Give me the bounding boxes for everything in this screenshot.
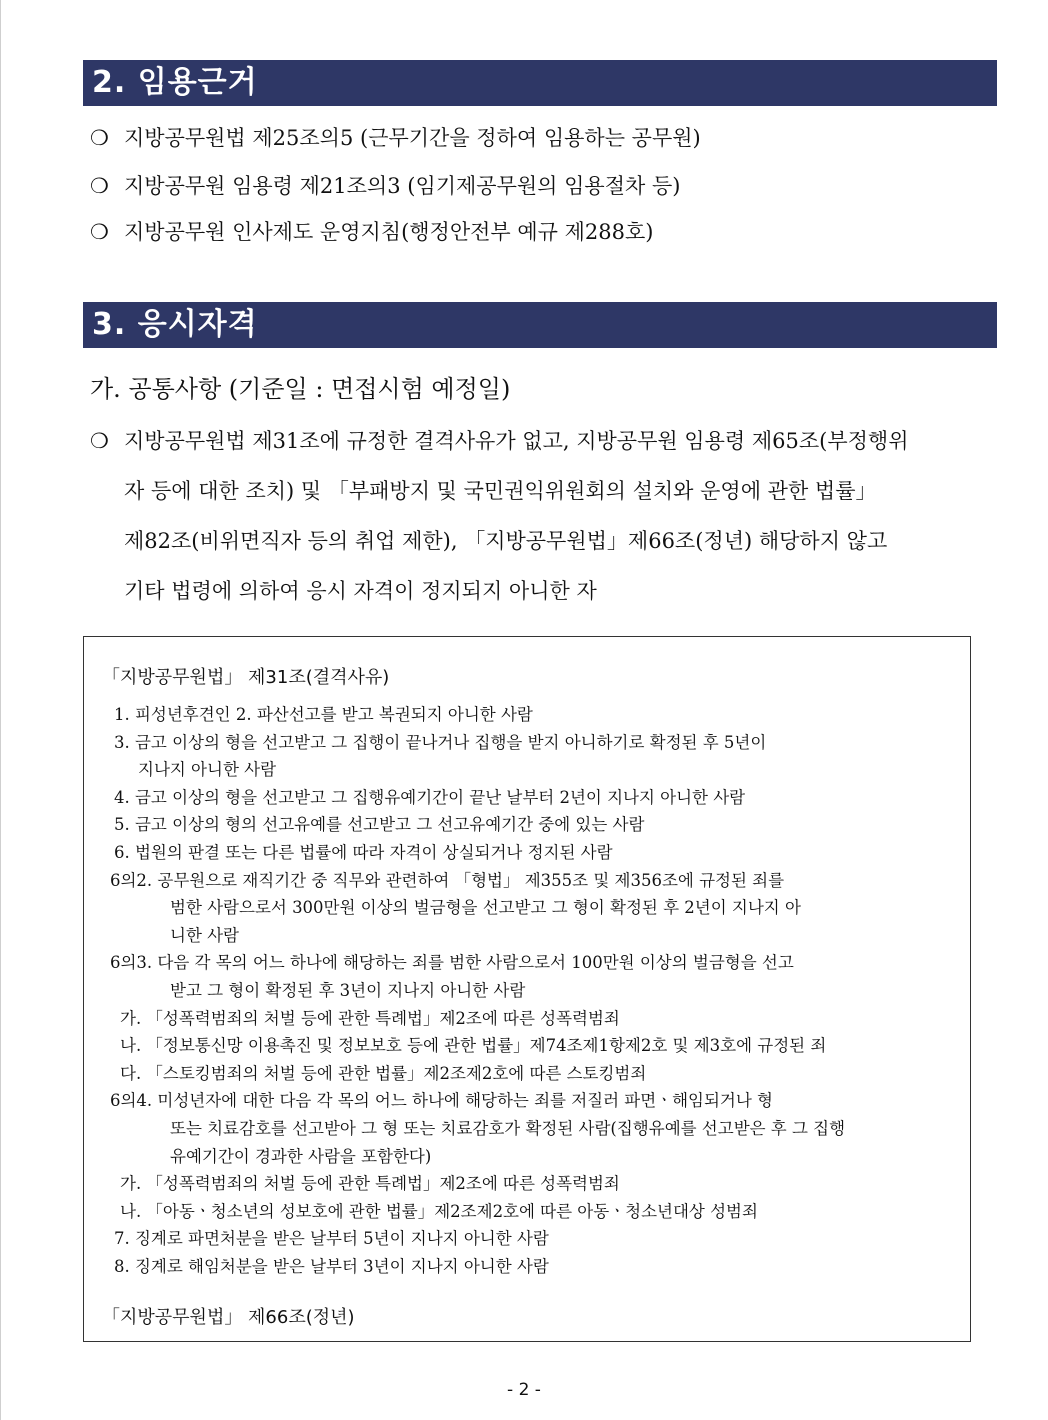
- list-item-text: 4. 금고 이상의 형을 선고받고 그 집행유예기간이 끝난 날부터 2년이 지나지 아니한 사람: [114, 787, 746, 807]
- list-item: [84, 1005, 972, 1033]
- list-item: [84, 977, 972, 1005]
- subheading-common: 가. 공통사항 (기준일 : 면접시험 예정일): [90, 375, 511, 403]
- circle-bullet-icon: ❍: [90, 126, 109, 150]
- list-item-text: 1. 피성년후견인 2. 파산선고를 받고 복권되지 아니한 사람: [114, 705, 533, 724]
- list-item-text: 또는 치료감호를 선고받아 그 형 또는 치료감호가 확정된 사람(집행유예를 선고받은 후 그 집행: [170, 1118, 846, 1138]
- list-item: [84, 729, 972, 757]
- list-item: [84, 922, 972, 950]
- list-item-text: 지방공무원법 제25조의5 (근무기간을 정하여 임용하는 공무원): [124, 126, 701, 150]
- list-item-text: 8. 징계로 해임처분을 받은 날부터 3년이 지나지 아니한 사람: [114, 1256, 549, 1276]
- list-item: [84, 811, 972, 839]
- list-item: [84, 894, 972, 922]
- box-title-2: 「지방공무원법」 제66조(정년): [102, 1307, 355, 1328]
- list-item-text: 6의3. 다음 각 목의 어느 하나에 해당하는 죄를 범한 사람으로서 100만원 이상의 벌금형을 선고: [110, 953, 794, 973]
- list-item-text: 6의4. 미성년자에 대한 다음 각 목의 어느 하나에 해당하는 죄를 저질러 파면ㆍ해임되거나 형: [110, 1091, 773, 1111]
- list-item-text: 나. 「아동ㆍ청소년의 성보호에 관한 법률」제2조제2호에 따른 아동ㆍ청소년대상 성범죄: [120, 1201, 758, 1221]
- list-item-text: 가. 「성폭력범죄의 처벌 등에 관한 특례법」제2조에 따른 성폭력범죄: [120, 1174, 620, 1194]
- list-item: [84, 1032, 972, 1060]
- paragraph-line: 기타 법령에 의하여 응시 자격이 정지되지 아니한 자: [124, 579, 597, 603]
- list-item: [90, 172, 680, 200]
- list-item: [84, 1115, 972, 1143]
- list-item-text: 유예기간이 경과한 사람을 포함한다): [170, 1146, 432, 1166]
- section-2-heading: 2. 임용근거: [83, 60, 997, 106]
- list-item-text: 니한 사람: [170, 925, 240, 945]
- paragraph-line-text: 지방공무원법 제31조에 규정한 결격사유가 없고, 지방공무원 임용령 제65조(부정행위: [124, 429, 909, 453]
- list-item-text: 지방공무원 인사제도 운영지침(행정안전부 예규 제288호): [124, 220, 654, 244]
- list-item-text: 범한 사람으로서 300만원 이상의 벌금형을 선고받고 그 형이 확정된 후 2년이 지나지 아: [170, 898, 801, 918]
- disqualification-list: [84, 701, 972, 1280]
- list-item: [84, 839, 972, 867]
- eligibility-paragraph: [90, 424, 1006, 624]
- disqualification-box: [83, 636, 971, 1342]
- page-number: - 2 -: [507, 1380, 541, 1400]
- list-item-text: 나. 「정보통신망 이용촉진 및 정보보호 등에 관한 법률」제74조제1항제2호 및 제3호에 규정된 죄: [120, 1036, 827, 1056]
- list-item-text: 6. 법원의 판결 또는 다른 법률에 따라 자격이 상실되거나 정지된 사람: [114, 842, 613, 862]
- list-item: [84, 701, 972, 729]
- list-item-text: 지나지 아니한 사람: [138, 760, 277, 780]
- list-item: [90, 218, 653, 246]
- page-edge: [0, 0, 1, 1420]
- paragraph-line: 제82조(비위면직자 등의 취업 제한), 「지방공무원법」제66조(정년) 해당하지 않고: [124, 529, 888, 553]
- list-item: [84, 1060, 972, 1088]
- list-item-text: 가. 「성폭력범죄의 처벌 등에 관한 특례법」제2조에 따른 성폭력범죄: [120, 1008, 620, 1028]
- circle-bullet-icon: ❍: [90, 220, 109, 244]
- list-item: [84, 1225, 972, 1253]
- list-item: [90, 124, 701, 152]
- list-item: [84, 1198, 972, 1226]
- list-item-text: 다. 「스토킹범죄의 처벌 등에 관한 법률」제2조제2호에 따른 스토킹범죄: [120, 1063, 647, 1083]
- list-item-text: 3. 금고 이상의 형을 선고받고 그 집행이 끝나거나 집행을 받지 아니하기로 확정된 후 5년이: [114, 732, 767, 752]
- box-title: 「지방공무원법」 제31조(결격사유): [102, 667, 390, 688]
- list-item: [84, 1087, 972, 1115]
- list-item-text: 지방공무원 임용령 제21조의3 (임기제공무원의 임용절차 등): [124, 174, 681, 198]
- list-item-text: 7. 징계로 파면처분을 받은 날부터 5년이 지나지 아니한 사람: [114, 1229, 549, 1249]
- list-item: [84, 1170, 972, 1198]
- list-item: [84, 784, 972, 812]
- list-item-text: 5. 금고 이상의 형의 선고유예를 선고받고 그 선고유예기간 중에 있는 사람: [114, 815, 645, 835]
- list-item-text: 받고 그 형이 확정된 후 3년이 지나지 아니한 사람: [170, 980, 526, 1000]
- list-item: [84, 1253, 972, 1281]
- list-item: [84, 1143, 972, 1171]
- circle-bullet-icon: ❍: [90, 429, 109, 453]
- paragraph-line: [90, 424, 1006, 474]
- list-item: [84, 949, 972, 977]
- list-item-text: 6의2. 공무원으로 재직기간 중 직무와 관련하여 「형법」 제355조 및 제356조에 규정된 죄를: [110, 870, 785, 890]
- circle-bullet-icon: ❍: [90, 174, 109, 198]
- section-3-heading: 3. 응시자격: [83, 302, 997, 348]
- paragraph-line: 자 등에 대한 조치) 및 「부패방지 및 국민권익위원회의 설치와 운영에 관한 법률」: [124, 479, 877, 503]
- list-item: [84, 756, 972, 784]
- list-item: [84, 867, 972, 895]
